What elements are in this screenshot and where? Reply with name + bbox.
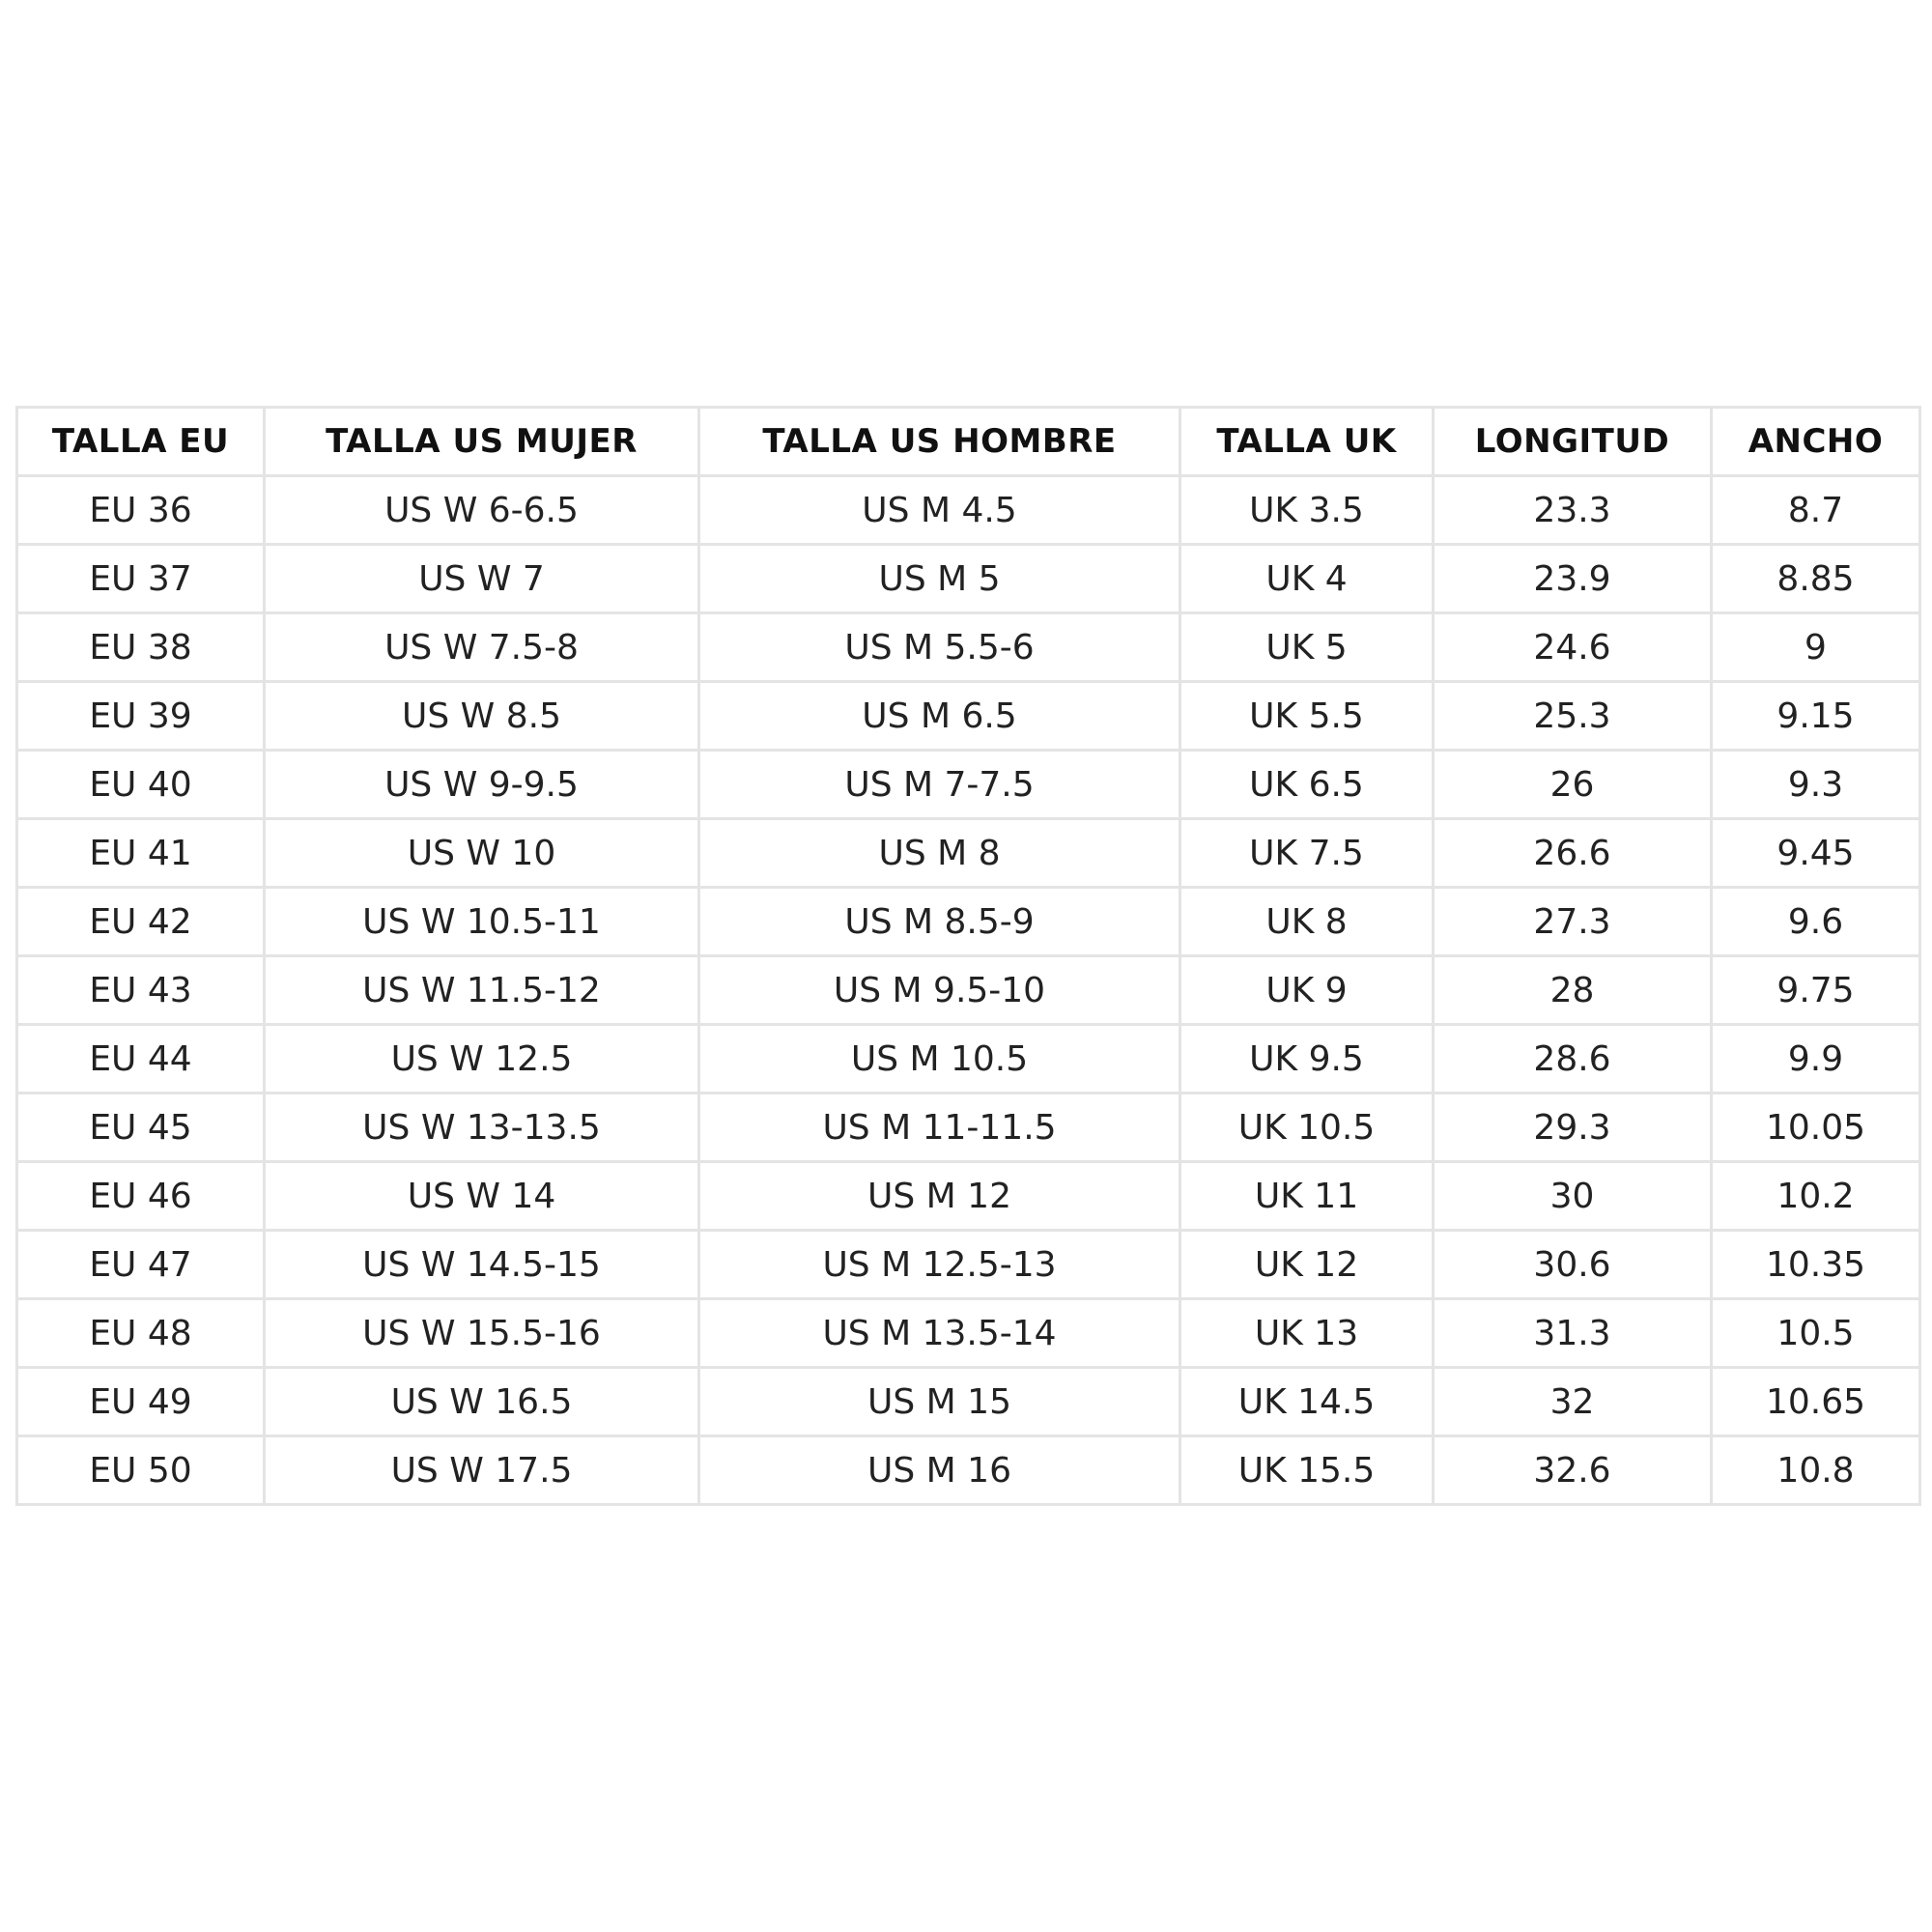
cell-ancho: 9.45 bbox=[1712, 819, 1920, 888]
cell-talla-uk: UK 9.5 bbox=[1180, 1025, 1434, 1094]
cell-longitud: 26.6 bbox=[1434, 819, 1712, 888]
header-talla-us-hombre: TALLA US HOMBRE bbox=[699, 408, 1180, 476]
cell-talla-us-hombre: US M 5.5-6 bbox=[699, 613, 1180, 682]
cell-ancho: 9.9 bbox=[1712, 1025, 1920, 1094]
cell-talla-us-hombre: US M 5 bbox=[699, 545, 1180, 613]
cell-talla-eu: EU 38 bbox=[17, 613, 265, 682]
cell-longitud: 24.6 bbox=[1434, 613, 1712, 682]
cell-longitud: 23.9 bbox=[1434, 545, 1712, 613]
table-row bbox=[17, 545, 1920, 613]
cell-talla-eu: EU 41 bbox=[17, 819, 265, 888]
cell-talla-uk: UK 6.5 bbox=[1180, 751, 1434, 819]
table-row bbox=[17, 819, 1920, 888]
cell-ancho: 10.5 bbox=[1712, 1299, 1920, 1368]
cell-talla-eu: EU 49 bbox=[17, 1368, 265, 1436]
cell-ancho: 10.05 bbox=[1712, 1094, 1920, 1162]
cell-longitud: 30 bbox=[1434, 1162, 1712, 1231]
cell-talla-us-hombre: US M 6.5 bbox=[699, 682, 1180, 751]
cell-talla-eu: EU 47 bbox=[17, 1231, 265, 1299]
header-talla-us-mujer: TALLA US MUJER bbox=[265, 408, 699, 476]
cell-talla-us-hombre: US M 9.5-10 bbox=[699, 956, 1180, 1025]
cell-talla-uk: UK 15.5 bbox=[1180, 1436, 1434, 1505]
cell-ancho: 9.75 bbox=[1712, 956, 1920, 1025]
cell-longitud: 32.6 bbox=[1434, 1436, 1712, 1505]
cell-longitud: 30.6 bbox=[1434, 1231, 1712, 1299]
cell-talla-uk: UK 14.5 bbox=[1180, 1368, 1434, 1436]
table-row bbox=[17, 613, 1920, 682]
table-row bbox=[17, 1436, 1920, 1505]
cell-ancho: 9.6 bbox=[1712, 888, 1920, 956]
cell-ancho: 10.2 bbox=[1712, 1162, 1920, 1231]
table-row bbox=[17, 682, 1920, 751]
cell-talla-us-mujer: US W 9-9.5 bbox=[265, 751, 699, 819]
cell-talla-uk: UK 12 bbox=[1180, 1231, 1434, 1299]
header-talla-uk: TALLA UK bbox=[1180, 408, 1434, 476]
cell-talla-us-hombre: US M 11-11.5 bbox=[699, 1094, 1180, 1162]
cell-talla-us-hombre: US M 13.5-14 bbox=[699, 1299, 1180, 1368]
cell-talla-eu: EU 50 bbox=[17, 1436, 265, 1505]
cell-talla-us-mujer: US W 13-13.5 bbox=[265, 1094, 699, 1162]
cell-talla-us-mujer: US W 10.5-11 bbox=[265, 888, 699, 956]
cell-longitud: 32 bbox=[1434, 1368, 1712, 1436]
cell-talla-us-hombre: US M 12.5-13 bbox=[699, 1231, 1180, 1299]
cell-talla-uk: UK 5 bbox=[1180, 613, 1434, 682]
cell-talla-uk: UK 8 bbox=[1180, 888, 1434, 956]
cell-talla-eu: EU 40 bbox=[17, 751, 265, 819]
header-talla-eu: TALLA EU bbox=[17, 408, 265, 476]
cell-talla-us-hombre: US M 8 bbox=[699, 819, 1180, 888]
table-row bbox=[17, 1299, 1920, 1368]
cell-longitud: 26 bbox=[1434, 751, 1712, 819]
cell-talla-uk: UK 7.5 bbox=[1180, 819, 1434, 888]
cell-talla-uk: UK 13 bbox=[1180, 1299, 1434, 1368]
cell-talla-us-hombre: US M 4.5 bbox=[699, 476, 1180, 545]
cell-talla-uk: UK 4 bbox=[1180, 545, 1434, 613]
cell-talla-eu: EU 39 bbox=[17, 682, 265, 751]
cell-talla-us-mujer: US W 8.5 bbox=[265, 682, 699, 751]
cell-talla-eu: EU 48 bbox=[17, 1299, 265, 1368]
cell-talla-us-hombre: US M 10.5 bbox=[699, 1025, 1180, 1094]
cell-longitud: 31.3 bbox=[1434, 1299, 1712, 1368]
cell-talla-us-mujer: US W 15.5-16 bbox=[265, 1299, 699, 1368]
cell-talla-us-mujer: US W 7 bbox=[265, 545, 699, 613]
cell-talla-us-mujer: US W 16.5 bbox=[265, 1368, 699, 1436]
table-row bbox=[17, 1162, 1920, 1231]
cell-talla-us-mujer: US W 7.5-8 bbox=[265, 613, 699, 682]
cell-ancho: 10.35 bbox=[1712, 1231, 1920, 1299]
cell-talla-eu: EU 36 bbox=[17, 476, 265, 545]
cell-talla-us-mujer: US W 11.5-12 bbox=[265, 956, 699, 1025]
cell-talla-eu: EU 42 bbox=[17, 888, 265, 956]
cell-longitud: 29.3 bbox=[1434, 1094, 1712, 1162]
size-chart-table bbox=[15, 406, 1921, 1506]
cell-ancho: 9.15 bbox=[1712, 682, 1920, 751]
table-row bbox=[17, 888, 1920, 956]
cell-talla-us-mujer: US W 14.5-15 bbox=[265, 1231, 699, 1299]
cell-talla-uk: UK 11 bbox=[1180, 1162, 1434, 1231]
cell-talla-uk: UK 10.5 bbox=[1180, 1094, 1434, 1162]
header-longitud: LONGITUD bbox=[1434, 408, 1712, 476]
cell-talla-eu: EU 37 bbox=[17, 545, 265, 613]
cell-ancho: 8.7 bbox=[1712, 476, 1920, 545]
header-ancho: ANCHO bbox=[1712, 408, 1920, 476]
cell-longitud: 23.3 bbox=[1434, 476, 1712, 545]
cell-ancho: 9.3 bbox=[1712, 751, 1920, 819]
cell-talla-us-mujer: US W 14 bbox=[265, 1162, 699, 1231]
table-body bbox=[17, 476, 1920, 1505]
table-row bbox=[17, 1231, 1920, 1299]
cell-longitud: 28.6 bbox=[1434, 1025, 1712, 1094]
table-row bbox=[17, 751, 1920, 819]
cell-talla-eu: EU 44 bbox=[17, 1025, 265, 1094]
cell-ancho: 8.85 bbox=[1712, 545, 1920, 613]
table-row bbox=[17, 956, 1920, 1025]
cell-talla-eu: EU 46 bbox=[17, 1162, 265, 1231]
header-row bbox=[17, 408, 1920, 476]
cell-longitud: 28 bbox=[1434, 956, 1712, 1025]
cell-ancho: 10.8 bbox=[1712, 1436, 1920, 1505]
cell-talla-eu: EU 45 bbox=[17, 1094, 265, 1162]
table-row bbox=[17, 1025, 1920, 1094]
table-header bbox=[17, 408, 1920, 476]
cell-talla-eu: EU 43 bbox=[17, 956, 265, 1025]
cell-talla-us-hombre: US M 8.5-9 bbox=[699, 888, 1180, 956]
cell-talla-us-mujer: US W 17.5 bbox=[265, 1436, 699, 1505]
table-row bbox=[17, 1368, 1920, 1436]
cell-talla-us-mujer: US W 10 bbox=[265, 819, 699, 888]
cell-talla-us-mujer: US W 6-6.5 bbox=[265, 476, 699, 545]
cell-talla-us-hombre: US M 16 bbox=[699, 1436, 1180, 1505]
cell-talla-uk: UK 9 bbox=[1180, 956, 1434, 1025]
cell-ancho: 9 bbox=[1712, 613, 1920, 682]
cell-talla-us-hombre: US M 12 bbox=[699, 1162, 1180, 1231]
cell-talla-us-mujer: US W 12.5 bbox=[265, 1025, 699, 1094]
cell-talla-uk: UK 5.5 bbox=[1180, 682, 1434, 751]
table-row bbox=[17, 1094, 1920, 1162]
cell-longitud: 27.3 bbox=[1434, 888, 1712, 956]
cell-longitud: 25.3 bbox=[1434, 682, 1712, 751]
table-row bbox=[17, 476, 1920, 545]
cell-talla-us-hombre: US M 15 bbox=[699, 1368, 1180, 1436]
cell-ancho: 10.65 bbox=[1712, 1368, 1920, 1436]
cell-talla-us-hombre: US M 7-7.5 bbox=[699, 751, 1180, 819]
cell-talla-uk: UK 3.5 bbox=[1180, 476, 1434, 545]
